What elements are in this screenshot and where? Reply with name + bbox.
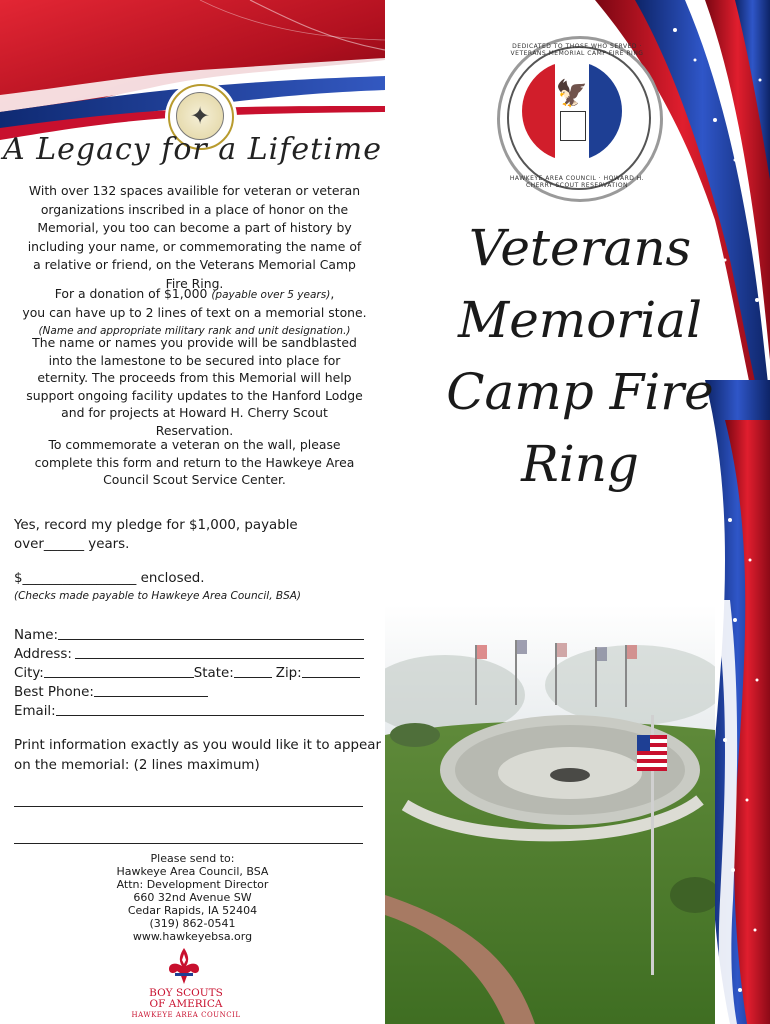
right-panel xyxy=(385,0,770,1024)
name-row xyxy=(14,624,364,643)
pledge-statement xyxy=(14,516,314,554)
compass-star-icon: ✦ xyxy=(189,102,211,130)
name-label: Name: xyxy=(14,628,59,643)
contact-form xyxy=(14,624,364,719)
donation-line1: For a donation of $1,000 xyxy=(54,286,208,301)
send-to-line: Cedar Rapids, IA 52404 xyxy=(127,904,258,917)
memorial-line-2-field[interactable] xyxy=(14,843,363,844)
address-label: Address: xyxy=(14,647,72,662)
checks-note: (Checks made payable to Hawkeye Area Council, BSA) xyxy=(14,590,302,602)
address-row xyxy=(14,643,364,662)
pledge-line1: Yes, record my pledge for $1,000, payable xyxy=(14,518,298,533)
address-field[interactable] xyxy=(75,645,364,659)
bsa-line1: BOY SCOUTS xyxy=(149,987,223,999)
seal-top-text: DEDICATED TO THOSE WHO SERVED · VETERANS MEMORIAL CAMP FIRE RING xyxy=(510,43,644,57)
seal-bottom-text: HAWKEYE AREA COUNCIL · HOWARD H. CHERRY SCOUT RESERVATION xyxy=(509,175,645,189)
intro-paragraph: With over 132 spaces availible for veteran or veteran organizations inscribed in a place of honor on the Memorial, you too can become a part of history by including your name, or commemorating the name of a relative or friend, on the Veterans Memorial Camp Fire Ring. xyxy=(27,183,362,291)
name-field[interactable] xyxy=(58,626,364,640)
state-field[interactable] xyxy=(234,664,272,678)
email-field[interactable] xyxy=(56,702,364,716)
zip-label: Zip: xyxy=(275,666,302,681)
title-line: Veterans xyxy=(468,219,692,277)
pledge-years-field[interactable]: over______ years. xyxy=(14,537,130,552)
city-label: City: xyxy=(14,666,44,681)
donation-line1-end: , xyxy=(330,286,335,301)
memorial-seal xyxy=(497,36,663,202)
send-to-line: Please send to: xyxy=(150,852,235,865)
seal-flag-emblem xyxy=(522,61,622,161)
bsa-line2: OF AMERICA xyxy=(149,998,223,1010)
bsa-fleur-de-lis-icon xyxy=(166,946,202,986)
donation-note: (Name and appropriate military rank and unit designation.) xyxy=(38,325,351,337)
city-row xyxy=(14,662,364,681)
commemorate-paragraph: To commemorate a veteran on the wall, please complete this form and return to the Hawkeye Area Council Scout Service Center. xyxy=(34,437,355,487)
state-label: State: xyxy=(193,666,234,681)
phone-field[interactable] xyxy=(94,683,208,697)
phone-label: Best Phone: xyxy=(14,685,94,700)
proceeds-paragraph: The name or names you provide will be sandblasted into the lamestone to be secured into place for eternity. The proceeds from this Memorial will help support ongoing facility updates to the Hanford Lodge and for projects at Howard H. Cherry Scout Reservation. xyxy=(26,335,363,438)
title-line: Camp Fire xyxy=(446,363,714,421)
memorial-title xyxy=(425,212,735,500)
donation-paragraph xyxy=(22,285,367,340)
title-line: Ring xyxy=(521,435,639,493)
send-to-line: (319) 862-0541 xyxy=(149,917,236,930)
bsa-council-name: HAWKEYE AREA COUNCIL xyxy=(131,1011,241,1019)
print-info-instruction: Print information exactly as you would like it to appear on the memorial: (2 lines maximum) xyxy=(14,738,381,773)
city-field[interactable] xyxy=(44,664,194,678)
bsa-wordmark xyxy=(0,988,372,1010)
memorial-photo xyxy=(385,605,715,1024)
email-label: Email: xyxy=(14,704,56,719)
send-to-line: Hawkeye Area Council, BSA xyxy=(116,865,269,878)
eagle-icon: 🦅 xyxy=(555,79,589,109)
title-line: Memorial xyxy=(458,291,702,349)
memorial-line-1-field[interactable] xyxy=(14,806,363,807)
send-to-line: 660 32nd Avenue SW xyxy=(133,891,252,904)
send-to-address xyxy=(0,852,385,943)
donation-payable: (payable over 5 years) xyxy=(211,289,331,301)
zip-field[interactable] xyxy=(302,664,360,678)
amount-enclosed-field[interactable]: $_________________ enclosed. xyxy=(14,571,205,586)
send-to-line: Attn: Development Director xyxy=(116,878,269,891)
legacy-title: A Legacy for a Lifetime xyxy=(3,132,382,167)
website-link[interactable]: www.hawkeyebsa.org xyxy=(132,930,253,943)
email-row xyxy=(14,700,364,719)
shield-icon xyxy=(560,111,586,141)
phone-row xyxy=(14,681,364,700)
donation-line2: you can have up to 2 lines of text on a memorial stone. xyxy=(22,305,367,320)
